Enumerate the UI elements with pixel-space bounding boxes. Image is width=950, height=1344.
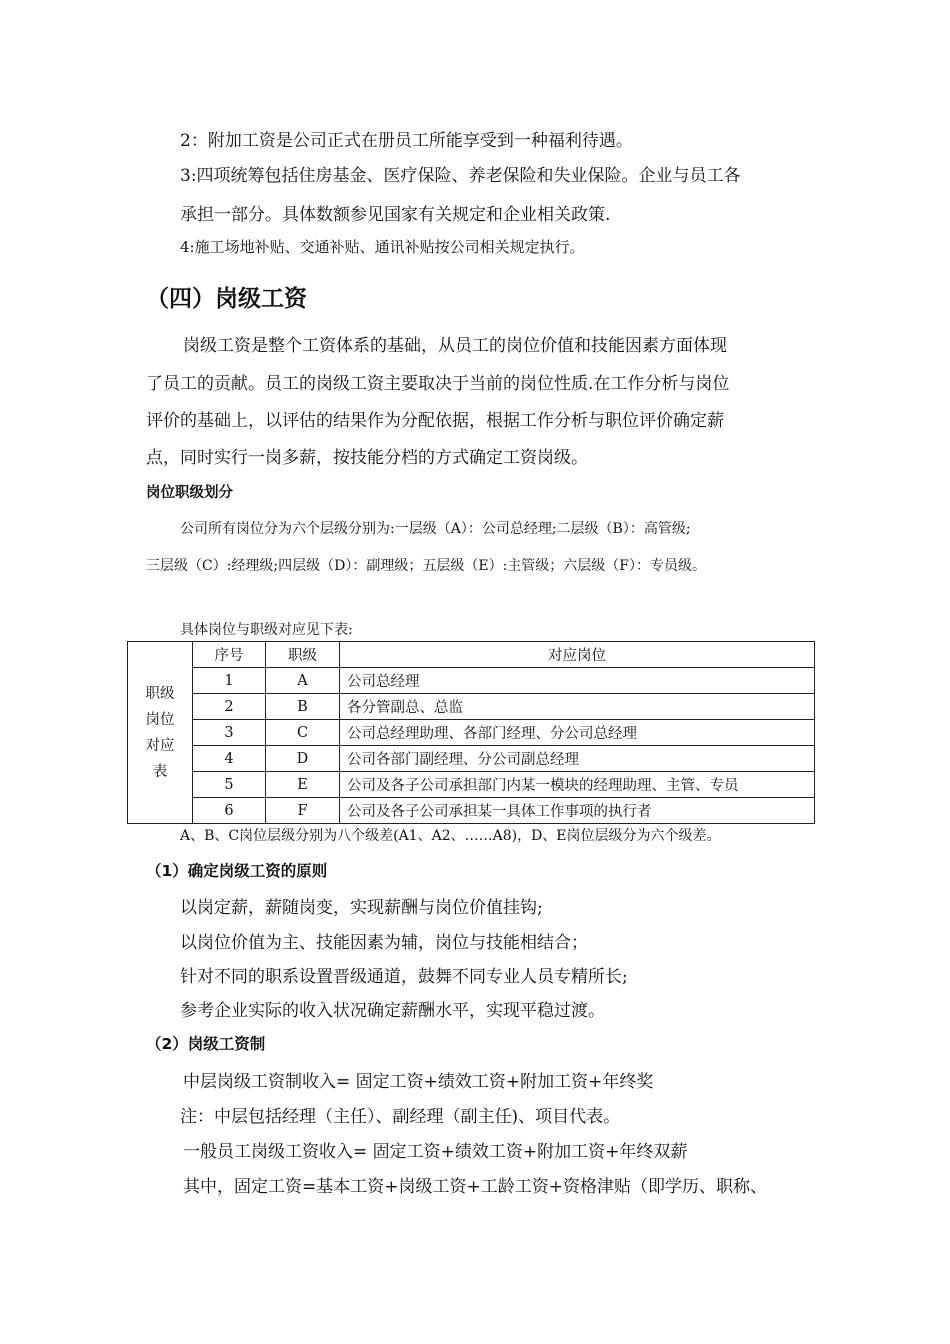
note-line-3-cont: 承担一部分。具体数额参见国家有关规定和企业相关政策.: [180, 205, 611, 225]
table-header-row: [128, 642, 815, 668]
intro-line: 评价的基础上，以评估的结果作为分配依据，根据工作分析与职位评价确定薪: [146, 411, 724, 431]
principle-item: 以岗定薪，薪随岗变，实现薪酬与岗位价值挂钩;: [180, 898, 543, 918]
cell-post: 各分管副总、总监: [340, 694, 815, 720]
cell-seq: 6: [193, 798, 266, 824]
cell-post: 公司总经理: [340, 668, 815, 694]
side-label-part: 岗位: [145, 711, 175, 728]
table-caption: 具体岗位与职级对应见下表:: [180, 622, 353, 638]
header-grade: 职级: [266, 642, 340, 668]
cell-grade: D: [266, 746, 340, 772]
cell-seq: 4: [193, 746, 266, 772]
table-note: A、B、C岗位层级分别为八个级差(A1、A2、……A8)，D、E岗位层级分为六个级差。: [180, 828, 721, 844]
table-side-label: [128, 642, 193, 824]
cell-grade: F: [266, 798, 340, 824]
table-row: [128, 772, 815, 798]
system-heading: （2）岗级工资制: [146, 1035, 266, 1053]
intro-line: 点，同时实行一岗多薪，按技能分档的方式确定工资岗级。: [146, 448, 588, 468]
table-row: [128, 798, 815, 824]
table-row: [128, 720, 815, 746]
intro-line: 岗级工资是整个工资体系的基础，从员工的岗位价值和技能因素方面体现: [183, 336, 727, 356]
principle-item: 针对不同的职系设置晋级通道，鼓舞不同专业人员专精所长;: [180, 967, 628, 987]
grade-table: [127, 641, 815, 824]
note-line-3: 3:四项统筹包括住房基金、医疗保险、养老保险和失业保险。企业与员工各: [180, 166, 741, 186]
cell-seq: 3: [193, 720, 266, 746]
system-line: 一般员工岗级工资收入= 固定工资+绩效工资+附加工资+年终双薪: [183, 1142, 688, 1162]
grade-heading: 岗位职级划分: [146, 485, 233, 501]
note-line-4: 4:施工场地补贴、交通补贴、通讯补贴按公司相关规定执行。: [180, 238, 585, 256]
grade-desc-line: 三层级（C）:经理级;四层级（D）：副理级；五层级（E）:主管级；六层级（F）：专员级。: [146, 558, 707, 574]
table-row: [128, 668, 815, 694]
cell-seq: 1: [193, 668, 266, 694]
cell-post: 公司各部门副经理、分公司副总经理: [340, 746, 815, 772]
side-label-part: 职级: [145, 685, 175, 702]
cell-post: 公司总经理助理、各部门经理、分公司总经理: [340, 720, 815, 746]
system-line: 注：中层包括经理（主任）、副经理（副主任)、项目代表。: [180, 1107, 621, 1127]
table-row: [128, 746, 815, 772]
grade-desc-line: 公司所有岗位分为六个层级分别为:一层级（A）：公司总经理;二层级（B）：高管级;: [180, 521, 691, 537]
side-label-part: 表: [152, 763, 168, 780]
section-title: （四）岗级工资: [146, 286, 307, 312]
cell-grade: A: [266, 668, 340, 694]
system-line: 其中，固定工资=基本工资+岗级工资+工龄工资+资格津贴（即学历、职称、: [183, 1177, 767, 1197]
cell-post: 公司及各子公司承担某一具体工作事项的执行者: [340, 798, 815, 824]
cell-grade: C: [266, 720, 340, 746]
table-row: [128, 694, 815, 720]
cell-seq: 2: [193, 694, 266, 720]
cell-post: 公司及各子公司承担部门内某一模块的经理助理、主管、专员: [340, 772, 815, 798]
side-label-part: 对应: [145, 737, 175, 754]
cell-seq: 5: [193, 772, 266, 798]
principle-heading: （1）确定岗级工资的原则: [146, 862, 328, 880]
header-seq: 序号: [193, 642, 266, 668]
cell-grade: B: [266, 694, 340, 720]
cell-grade: E: [266, 772, 340, 798]
system-line: 中层岗级工资制收入= 固定工资+绩效工资+附加工资+年终奖: [183, 1072, 654, 1092]
header-post: 对应岗位: [340, 642, 815, 668]
principle-item: 以岗位价值为主、技能因素为辅，岗位与技能相结合；: [180, 933, 588, 953]
principle-item: 参考企业实际的收入状况确定薪酬水平，实现平稳过渡。: [180, 1001, 605, 1021]
note-line-2: 2：附加工资是公司正式在册员工所能享受到一种福利待遇。: [180, 131, 633, 151]
intro-line: 了员工的贡献。员工的岗级工资主要取决于当前的岗位性质.在工作分析与岗位: [146, 374, 730, 394]
